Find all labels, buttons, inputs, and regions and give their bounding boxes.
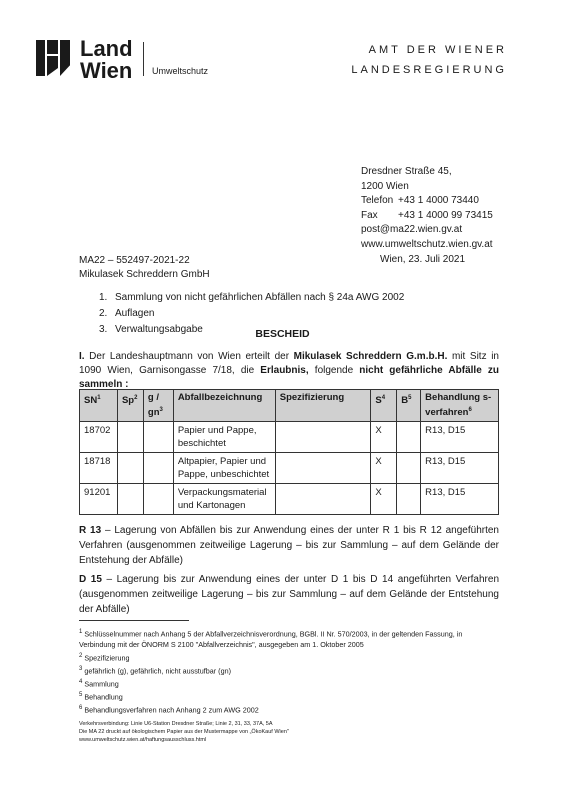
definition-code: D 15 [79,574,102,585]
cell-s: X [371,422,397,453]
list-item [99,306,404,322]
authority-line1: AMT DER WIENER [368,44,507,56]
document-title: BESCHEID [255,328,310,340]
intro-company: Mikulasek Schreddern G.m.b.H. [293,351,448,362]
cell-g [143,422,173,453]
cell-sn: 18718 [80,453,118,484]
cell-spezifizierung [275,453,371,484]
table-row [80,422,499,453]
footnote: $^6$ Behandlungsverfahren nach Anhang 2 zum AWG 2002 [79,704,259,714]
table-header-row [80,390,499,422]
reference-number: MA22 – 552497-2021-22 [79,255,190,266]
address-block [361,165,493,252]
fax-number: +43 1 4000 99 73415 [398,209,493,221]
reference-company: Mikulasek Schreddern GmbH [79,269,210,280]
list-item-number: 2. [99,308,108,319]
cell-bezeichnung: Altpapier, Papier und Pappe, unbeschichtet [173,453,275,484]
logo-wordmark [80,38,133,82]
cell-b [397,484,421,515]
cell-behandlung: R13, D15 [421,422,499,453]
address-phone-row [361,194,493,209]
intro-text-2: mit Sitz in 1090 Wien, Garnisongasse 7/18, die [79,351,499,376]
phone-label: Telefon [361,195,394,206]
col-header-sn: $SN^1$ [80,390,118,422]
cell-behandlung: R13, D15 [421,453,499,484]
intro-paragraph [79,350,499,392]
cell-s: X [371,484,397,515]
document-date: Wien, 23. Juli 2021 [380,254,466,265]
cell-sn: 91201 [80,484,118,515]
wien-logo-icon [36,40,70,76]
cell-behandlung: R13, D15 [421,484,499,515]
footnotes [79,627,499,716]
cell-bezeichnung: Verpackungsmaterial und Kartonagen [173,484,275,515]
definition-d15 [79,572,499,617]
address-web: www.umweltschutz.wien.gv.at [361,238,493,250]
cell-s: X [371,453,397,484]
address-street: Dresdner Straße 45, [361,166,452,177]
definition-text: – Lagerung von Abfällen bis zur Anwendung eines der unter R 1 bis R 12 angeführten Verfahren (ausgenommen zeitweilige Lagerung – bis zur Sammlung – auf dem Gelände der Entstehung der Abfälle) [79,525,499,566]
footnote: $^4$ Sammlung [79,678,119,688]
footnote: $^2$ Spezifizierung [79,652,130,662]
col-header-b: $B^5$ [397,390,421,422]
footer-link[interactable]: www.umweltschutz.wien.at/haftungsausschluss.html [79,737,207,743]
authority-line2: LANDESREGIERUNG [351,64,507,76]
list-item-number: 3. [99,324,108,335]
list-item-number: 1. [99,292,108,303]
list-item-text: Auflagen [115,308,155,319]
reference-block [79,254,210,282]
col-header-behandlung: Behandlung s-verfahren$^6$ [421,390,499,422]
table-row [80,453,499,484]
section-roman: I. [79,351,85,362]
footer-line: Die MA 22 druckt auf ökologischem Papier aus der Mustermappe von „ÖkoKauf Wien" [79,729,289,735]
footnote: $^1$ Schlüsselnummer nach Anhang 5 der Abfallverzeichnisverordnung, BGBl. II Nr. 570/2003, in der geltenden Fassung, in Verbindung mit der ÖNORM S 2100 "Abfallverzeichnis", ausgegeben am 1. Oktober 2005 [79,629,463,649]
phone-number: +43 1 4000 73440 [398,195,479,206]
cell-g [143,484,173,515]
list-item-text: Sammlung von nicht gefährlichen Abfällen nach § 24a AWG 2002 [115,292,405,303]
table-row [80,484,499,515]
fax-label: Fax [361,209,378,221]
intro-permit: Erlaubnis, [260,365,309,376]
cell-bezeichnung: Papier und Pappe, beschichtet [173,422,275,453]
col-header-bezeichnung: Abfallbezeichnung [173,390,275,422]
cell-sn: 18702 [80,422,118,453]
col-header-g: g / $gn^3$ [143,390,173,422]
cell-sp [117,422,143,453]
footnote: $^5$ Behandlung [79,691,123,701]
cell-sp [117,484,143,515]
footer-line: Verkehrsverbindung: Linie U6-Station Dresdner Straße; Linie 2, 31, 33, 37A, 5A [79,721,273,727]
authority-name [351,40,507,80]
cell-b [397,422,421,453]
cell-b [397,453,421,484]
address-fax-row [361,209,493,224]
intro-text-1: Der Landeshauptmann von Wien erteilt der [84,351,294,362]
cell-g [143,453,173,484]
definition-code: R 13 [79,525,102,536]
logo-line2: Wien [80,58,133,83]
definition-r13 [79,523,499,568]
address-email: post@ma22.wien.gv.at [361,224,463,235]
list-item-text: Verwaltungsabgabe [115,324,203,335]
col-header-sp: Sp$^2$ [117,390,143,422]
logo-separator [143,42,144,76]
cell-spezifizierung [275,484,371,515]
intro-text-3: folgende [308,365,360,376]
logo-subtitle: Umweltschutz [152,66,209,76]
waste-table [79,389,499,515]
col-header-spezifizierung: Spezifizierung [275,390,371,422]
cell-spezifizierung [275,422,371,453]
intro-bold-end: nicht gefährliche Abfälle zu sammeln : [79,365,499,390]
list-item [99,290,404,306]
logo-line1: Land [80,36,133,61]
page-footer [79,720,499,744]
cell-sp [117,453,143,484]
footnote-separator [79,620,189,621]
definition-text: – Lagerung bis zur Anwendung eines der unter D 1 bis D 14 angeführten Verfahren (ausgenommen zeitweilige Lagerung – bis zur Sammlung – auf dem Gelände der Entstehung der Abfälle) [79,574,500,615]
col-header-s: $S^4$ [371,390,397,422]
footnote: $^3$ gefährlich (g), gefährlich, nicht ausstufbar (gn) [79,665,231,675]
address-city: 1200 Wien [361,180,409,192]
